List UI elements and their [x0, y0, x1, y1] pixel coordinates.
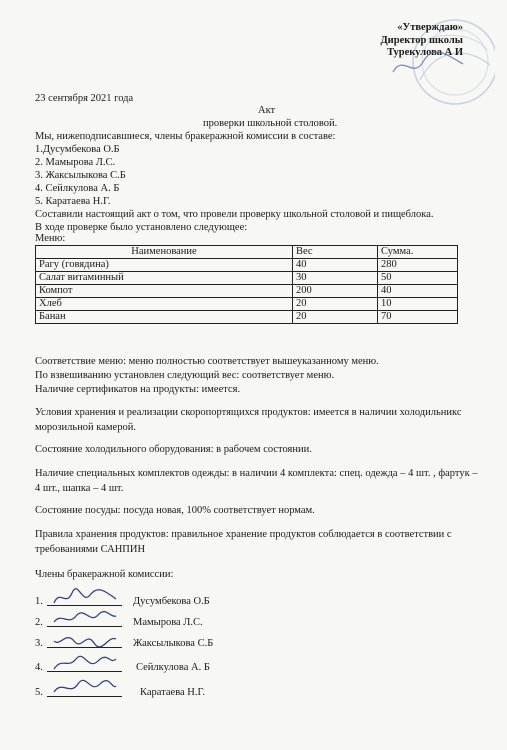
act-subtitle: проверки школьной столовой.: [203, 118, 338, 129]
signature-number: 1.: [35, 596, 43, 607]
table-header-row: [36, 246, 458, 259]
table-row: [36, 272, 458, 285]
check-products-line1: Правила хранения продуктов: правильное хранение продуктов соблюдается в соответствии с: [35, 529, 452, 540]
cell-weight: 40: [293, 259, 378, 272]
cell-sum: 40: [378, 285, 458, 298]
director-signature: [388, 44, 468, 84]
check-clothes-line1: Наличие специальных комплектов одежды: в наличии 4 комплекта: спец. одежда – 4 шт. , фартук –: [35, 468, 478, 479]
table-row: [36, 259, 458, 272]
member-3: 3. Жаксылыкова С.Б: [35, 170, 126, 181]
signature-name: Жаксылыкова С.Б: [133, 638, 214, 649]
signature-number: 5.: [35, 687, 43, 698]
member-4: 4. Сейлкулова А. Б: [35, 183, 120, 194]
signature-number: 3.: [35, 638, 43, 649]
member-2: 2. Мамырова Л.С.: [35, 157, 116, 168]
header-name: Наименование: [36, 246, 293, 259]
found-text: В ходе проверке было установлено следующее:: [35, 222, 248, 233]
menu-label: Меню:: [35, 233, 66, 244]
cell-name: Хлеб: [36, 298, 293, 311]
check-products-line2: требованиями САНПИН: [35, 544, 146, 555]
cell-weight: 20: [293, 311, 378, 324]
member-5: 5. Каратаева Н.Г.: [35, 196, 111, 207]
cell-sum: 280: [378, 259, 458, 272]
act-text: Составили настоящий акт о том, что провели проверку школьной столовой и пищеблока.: [35, 209, 434, 220]
cell-name: Банан: [36, 311, 293, 324]
intro-text: Мы, нижеподписавшиеся, члены бракеражной комиссии в составе:: [35, 131, 336, 142]
cell-name: Салат витаминный: [36, 272, 293, 285]
check-certs: Наличие сертификатов на продукты: имеется.: [35, 384, 241, 395]
menu-table: [35, 245, 458, 324]
check-fridge: Состояние холодильного оборудования: в рабочем состоянии.: [35, 444, 312, 455]
signature-name: Дусумбекова О.Б: [133, 596, 210, 607]
cell-name: Компот: [36, 285, 293, 298]
check-weight: По взвешиванию установлен следующий вес: соответствует меню.: [35, 370, 335, 381]
table-row: [36, 285, 458, 298]
check-dishes: Состояние посуды: посуда новая, 100% соответствует нормам.: [35, 505, 315, 516]
cell-name: Рагу (говядина): [36, 259, 293, 272]
signature-3: [50, 627, 120, 651]
signature-4: [50, 651, 120, 675]
cell-weight: 30: [293, 272, 378, 285]
member-1: 1.Дусумбекова О.Б: [35, 144, 120, 155]
cell-sum: 10: [378, 298, 458, 311]
cell-sum: 70: [378, 311, 458, 324]
header-sum: Сумма.: [378, 246, 458, 259]
signature-number: 2.: [35, 617, 43, 628]
signature-name: Мамырова Л.С.: [133, 617, 203, 628]
cell-sum: 50: [378, 272, 458, 285]
check-menu-match: Соответствие меню: меню полностью соответствует вышеуказанному меню.: [35, 356, 379, 367]
cell-weight: 200: [293, 285, 378, 298]
commission-label: Члены бракеражной комиссии:: [35, 569, 174, 580]
check-storage-line1: Условия хранения и реализации скоропортящихся продуктов: имеется в наличии холодильникс: [35, 407, 462, 418]
act-date: 23 сентября 2021 года: [35, 93, 134, 104]
approval-title: «Утверждаю»: [397, 22, 463, 33]
signature-name: Сейлкулова А. Б: [136, 662, 210, 673]
table-row: [36, 298, 458, 311]
signature-5: [50, 676, 120, 700]
check-storage-line2: морозильной камерой.: [35, 422, 136, 433]
approval-name: Турекулова А И: [387, 47, 463, 58]
act-title: Акт: [258, 105, 276, 116]
signature-number: 4.: [35, 662, 43, 673]
check-clothes-line2: 4 шт., шапка – 4 шт.: [35, 483, 124, 494]
cell-weight: 20: [293, 298, 378, 311]
table-row: [36, 311, 458, 324]
signature-name: Каратаева Н.Г.: [140, 687, 206, 698]
header-weight: Вес: [293, 246, 378, 259]
approval-position: Директор школы: [380, 34, 463, 46]
